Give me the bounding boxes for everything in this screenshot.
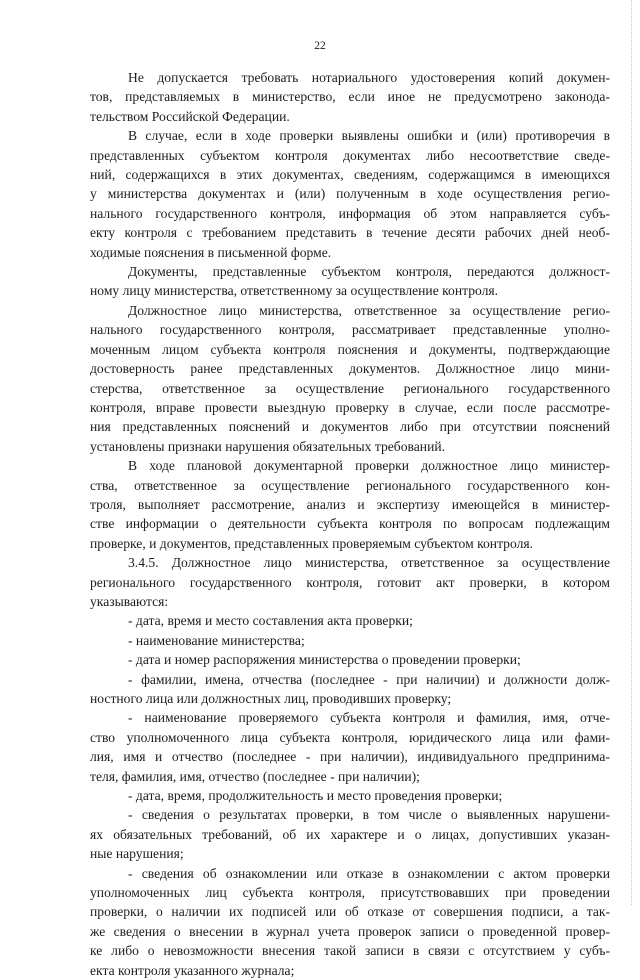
text-line: ство уполномоченного лица субъекта контроля, юридического лица или фами-	[90, 729, 610, 745]
text-line: ний, содержащихся в этих документах, сведениям, содержащимся в имеющихся	[90, 167, 610, 183]
text-line: ния представленных пояснений и документов либо при отсутствии пояснений	[90, 419, 610, 435]
text-line: екту контроля с требованием представить в течение десяти рабочих дней необ-	[90, 225, 610, 241]
text-line: Не допускается требовать нотариального удостоверения копий докумен-	[128, 70, 610, 85]
text-line: ные нарушения;	[90, 846, 184, 862]
text-line: ностного лица или должностных лиц, проводивших проверку;	[90, 691, 452, 706]
text-line: ходимые пояснения в письменной форме.	[90, 244, 332, 260]
text-line: В случае, если в ходе проверки выявлены ошибки и (или) противоречия в	[128, 128, 610, 144]
text-line: - дата, время и место составления акта проверки;	[128, 613, 413, 629]
text-line: проверке, и документов, представленных проверяемым субъектом контроля.	[90, 535, 534, 551]
text-line: проверки, о наличии их подписей или об отказе от совершения подписи, а так-	[90, 904, 610, 920]
text-line: - дата и номер распоряжения министерства о проведении проверки;	[128, 652, 521, 668]
text-line: В ходе плановой документарной проверки должностное лицо министер-	[128, 458, 610, 474]
text-line: 3.4.5. Должностное лицо министерства, ответственное за осуществление	[128, 555, 610, 571]
text-line: стве информации о деятельности субъекта контроля по вопросам подлежащим	[90, 516, 610, 532]
text-line: Должностное лицо министерства, ответственное за осуществление регио-	[128, 302, 610, 318]
body-text	[90, 68, 610, 980]
scan-edge	[630, 0, 632, 905]
text-line: - сведения об ознакомлении или отказе в ознакомлении с актом проверки	[128, 865, 610, 881]
page-number: 22	[314, 40, 326, 52]
text-line: моченным лицом субъекта контроля пояснения и документы, подтверждающие	[90, 341, 610, 357]
text-line: нального государственного контроля, информация об этом направляется субъ-	[90, 205, 610, 221]
text-line: у министерства документах и (или) полученным в ходе осуществления регио-	[90, 186, 610, 202]
text-line: ке либо о невозможности внесения такой записи в связи с отсутствием у субъ-	[90, 943, 610, 959]
text-line: нального государственного контроля, рассматривает представленные уполно-	[90, 322, 610, 338]
text-line: Документы, представленные субъектом контроля, передаются должност-	[128, 264, 610, 280]
text-line: представленных субъектом контроля документах либо несоответствие сведе-	[90, 147, 610, 163]
text-line: тов, представляемых в министерство, если иное не предусмотрено законода-	[90, 89, 610, 105]
text-line: лия, имя и отчество (последнее - при наличии), индивидуального предпринима-	[90, 749, 610, 765]
text-line: - наименование проверяемого субъекта контроля и фамилия, имя, отче-	[128, 710, 610, 726]
text-line: стерства, ответственное за осуществление регионального государственного	[90, 380, 610, 396]
text-line: троля, выполняет рассмотрение, анализ и экспертизу имеющейся в министер-	[90, 496, 610, 512]
text-line: ях обязательных требований, об их характере и о лицах, допустивших указан-	[90, 826, 610, 842]
text-line: - наименование министерства;	[128, 632, 305, 648]
text-line: екта контроля указанного журнала;	[90, 962, 295, 978]
text-line: установлены признаки нарушения обязательных требований.	[90, 438, 446, 454]
text-line: - фамилии, имена, отчества (последнее - при наличии) и должности долж-	[128, 671, 610, 687]
text-line: уполномоченных лиц субъекта контроля, присутствовавших при проведении	[90, 885, 610, 901]
text-line: указываются:	[90, 593, 169, 609]
text-line: достоверность ранее представленных документов. Должностное лицо мини-	[90, 361, 610, 377]
text-line: тельством Российской Федерации.	[90, 108, 290, 124]
text-line: контроля, вправе провести выездную проверку в случае, если после рассмотре-	[90, 399, 610, 415]
text-line: ства, ответственное за осуществление регионального государственного кон-	[90, 477, 610, 493]
text-line: - дата, время, продолжительность и место проведения проверки;	[128, 788, 503, 804]
text-line: регионального государственного контроля, готовит акт проверки, в котором	[90, 574, 610, 590]
text-line: ному лицу министерства, ответственному за осуществление контроля.	[90, 283, 499, 299]
text-line: же сведения о внесении в журнал учета проверок записи о проведенной провер-	[90, 923, 610, 939]
text-line: теля, фамилия, имя, отчество (последнее - при наличии);	[90, 768, 420, 784]
text-line: - сведения о результатах проверки, в том числе о выявленных нарушени-	[128, 807, 610, 823]
